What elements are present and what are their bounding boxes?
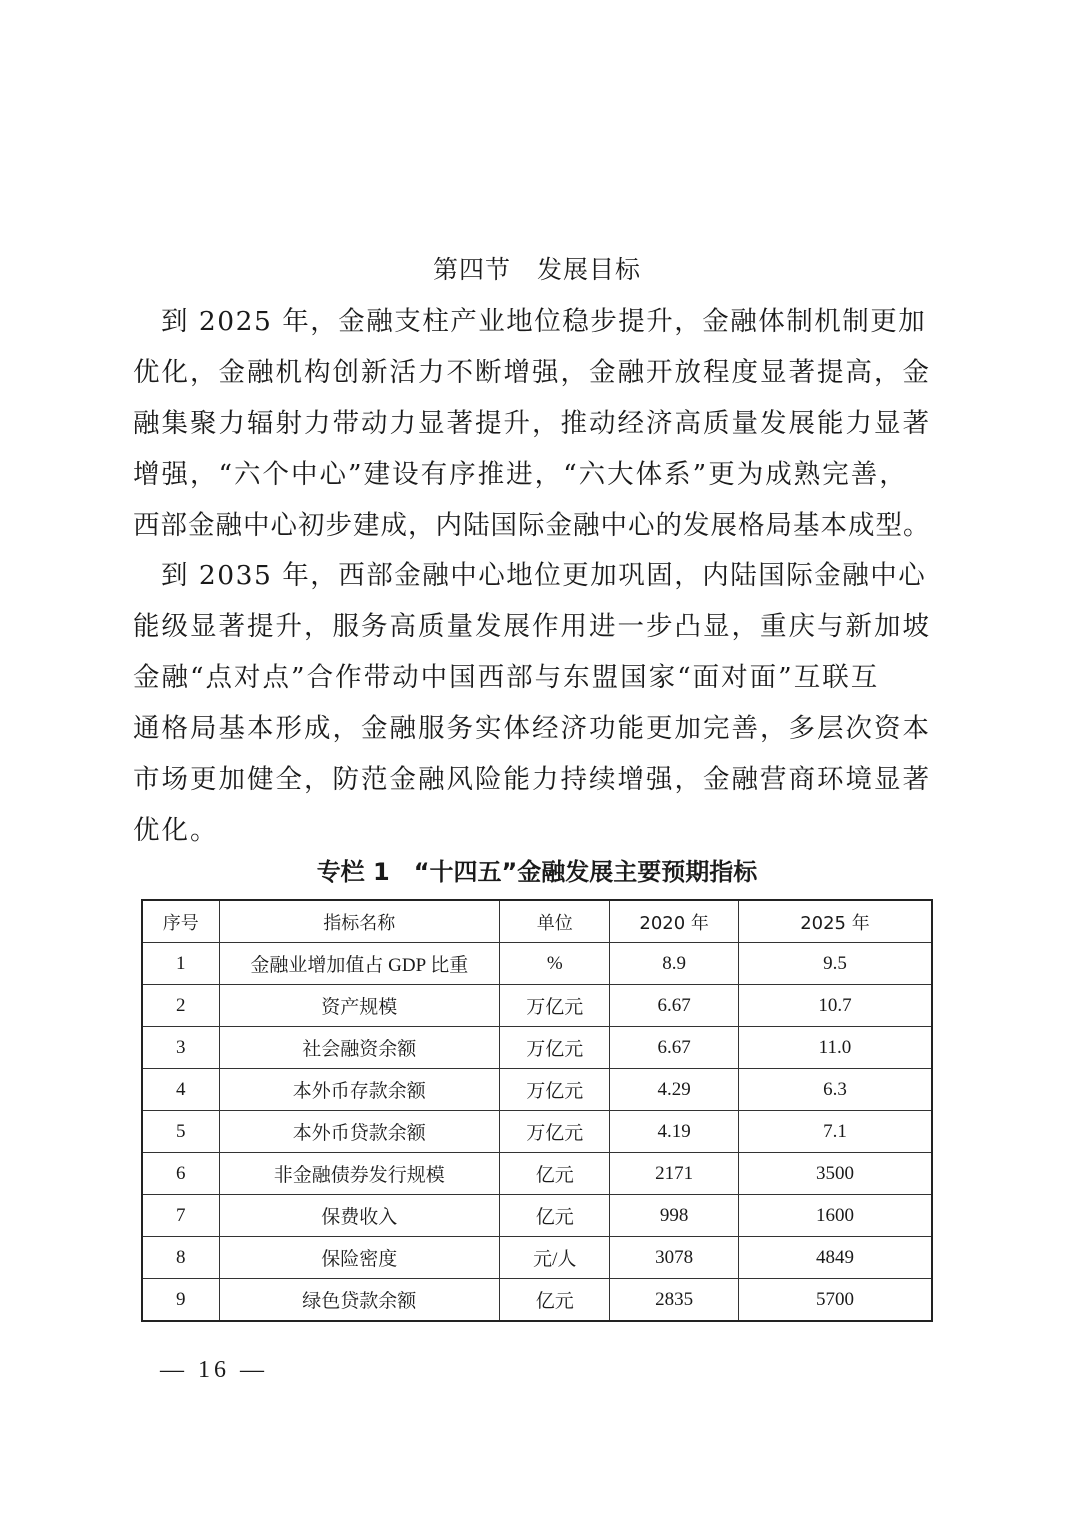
cell-2020: 4.29 — [610, 1069, 738, 1111]
header-2025: 2025 年 — [738, 900, 932, 943]
table-row — [142, 943, 932, 985]
text-line: 融集聚力辐射力带动力显著提升，推动经济高质量发展能力显著 — [133, 408, 931, 439]
cell-index: 6 — [142, 1153, 219, 1195]
cell-2025: 11.0 — [738, 1027, 932, 1069]
cell-2025: 6.3 — [738, 1069, 932, 1111]
cell-unit: 万亿元 — [500, 1111, 610, 1153]
cell-2020: 6.67 — [610, 1027, 738, 1069]
cell-indicator-name: 非金融债券发行规模 — [219, 1153, 499, 1195]
table-row — [142, 1279, 932, 1322]
text-line: 到 2025 年，金融支柱产业地位稳步提升，金融体制机制更加 — [133, 306, 927, 337]
table-row — [142, 1153, 932, 1195]
cell-unit: 亿元 — [500, 1153, 610, 1195]
cell-indicator-name: 本外币存款余额 — [219, 1069, 499, 1111]
cell-2020: 998 — [610, 1195, 738, 1237]
cell-2025: 7.1 — [738, 1111, 932, 1153]
header-index: 序号 — [142, 900, 219, 943]
page-number: — 16 — — [160, 1357, 268, 1383]
section-title: 第四节 发展目标 — [432, 255, 641, 284]
cell-indicator-name: 本外币贷款余额 — [219, 1111, 499, 1153]
cell-index: 4 — [142, 1069, 219, 1111]
cell-indicator-name: 保险密度 — [219, 1237, 499, 1279]
cell-2020: 2835 — [610, 1279, 738, 1322]
text-line: 到 2035 年，西部金融中心地位更加巩固，内陆国际金融中心 — [133, 560, 927, 591]
cell-indicator-name: 社会融资余额 — [219, 1027, 499, 1069]
table-row — [142, 1237, 932, 1279]
text-line: 市场更加健全，防范金融风险能力持续增强，金融营商环境显著 — [133, 764, 931, 795]
cell-index: 7 — [142, 1195, 219, 1237]
cell-2025: 9.5 — [738, 943, 932, 985]
cell-2025: 3500 — [738, 1153, 932, 1195]
cell-2025: 4849 — [738, 1237, 932, 1279]
table-row — [142, 1195, 932, 1237]
cell-unit: 万亿元 — [500, 985, 610, 1027]
cell-index: 5 — [142, 1111, 219, 1153]
cell-index: 3 — [142, 1027, 219, 1069]
cell-2020: 6.67 — [610, 985, 738, 1027]
table-row — [142, 985, 932, 1027]
text-line: 金融“点对点”合作带动中国西部与东盟国家“面对面”互联互 — [133, 662, 880, 693]
text-line: 增强，“六个中心”建设有序推进，“六大体系”更为成熟完善， — [133, 459, 908, 490]
table-row — [142, 1027, 932, 1069]
cell-2025: 10.7 — [738, 985, 932, 1027]
cell-indicator-name: 金融业增加值占 GDP 比重 — [219, 943, 499, 985]
cell-unit: 亿元 — [500, 1195, 610, 1237]
cell-unit: 万亿元 — [500, 1069, 610, 1111]
cell-2020: 2171 — [610, 1153, 738, 1195]
cell-unit: 元/人 — [500, 1237, 610, 1279]
cell-2020: 4.19 — [610, 1111, 738, 1153]
cell-unit: % — [500, 943, 610, 985]
cell-2025: 1600 — [738, 1195, 932, 1237]
cell-unit: 万亿元 — [500, 1027, 610, 1069]
cell-index: 9 — [142, 1279, 219, 1322]
cell-2020: 3078 — [610, 1237, 738, 1279]
cell-2025: 5700 — [738, 1279, 932, 1322]
cell-indicator-name: 资产规模 — [219, 985, 499, 1027]
header-indicator-name: 指标名称 — [219, 900, 499, 943]
text-line: 西部金融中心初步建成，内陆国际金融中心的发展格局基本成型。 — [133, 510, 931, 541]
table-row — [142, 1111, 932, 1153]
paragraph-2035-goals — [133, 550, 933, 856]
cell-index: 8 — [142, 1237, 219, 1279]
cell-index: 1 — [142, 943, 219, 985]
text-line: 优化。 — [133, 815, 219, 846]
paragraph-2025-goals — [133, 296, 933, 551]
table-title: 专栏 1 “十四五”金融发展主要预期指标 — [316, 858, 758, 886]
cell-2020: 8.9 — [610, 943, 738, 985]
cell-unit: 亿元 — [500, 1279, 610, 1322]
text-line: 能级显著提升，服务高质量发展作用进一步凸显，重庆与新加坡 — [133, 611, 931, 642]
cell-indicator-name: 保费收入 — [219, 1195, 499, 1237]
table-row — [142, 1069, 932, 1111]
cell-indicator-name: 绿色贷款余额 — [219, 1279, 499, 1322]
indicators-table — [141, 899, 933, 1322]
text-line: 通格局基本形成，金融服务实体经济功能更加完善，多层次资本 — [133, 713, 931, 744]
header-unit: 单位 — [500, 900, 610, 943]
table-header-row — [142, 900, 932, 943]
cell-index: 2 — [142, 985, 219, 1027]
header-2020: 2020 年 — [610, 900, 738, 943]
text-line: 优化，金融机构创新活力不断增强，金融开放程度显著提高，金 — [133, 357, 931, 388]
